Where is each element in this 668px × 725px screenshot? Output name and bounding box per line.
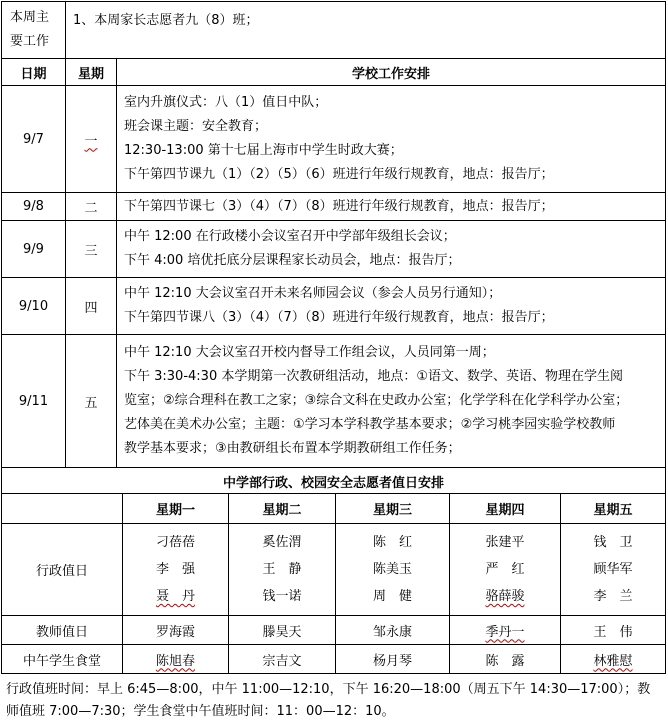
canteen-duty-name: 杨月琴 xyxy=(336,645,450,674)
canteen-duty-name: 宗吉文 xyxy=(229,645,336,674)
schedule-weekday: 三 xyxy=(66,221,117,278)
duty-title-row xyxy=(2,468,666,496)
admin-duty-label: 行政值日 xyxy=(2,524,123,616)
admin-duty-names: 陈 红 陈美玉 周 健 xyxy=(336,524,450,616)
admin-duty-names: 钱 卫 顾华军 李 兰 xyxy=(561,524,666,616)
weekly-schedule-table xyxy=(1,1,666,496)
teacher-duty-row xyxy=(2,616,666,645)
schedule-weekday: 二 xyxy=(66,193,117,221)
admin-duty-names: 刁蓓蓓 李 强 聂 丹 xyxy=(123,524,229,616)
duty-day-header: 星期三 xyxy=(336,494,450,524)
canteen-duty-label: 中午学生食堂 xyxy=(2,645,123,674)
duty-day-header: 星期四 xyxy=(450,494,561,524)
schedule-row xyxy=(2,221,666,278)
schedule-weekday: 五 xyxy=(66,335,117,468)
weekly-focus-label: 本周主 要工作 xyxy=(2,2,66,59)
admin-duty-row xyxy=(2,524,666,616)
schedule-weekday: 四 xyxy=(66,278,117,335)
schedule-date: 9/10 xyxy=(2,278,66,335)
schedule-arrangement: 室内升旗仪式：八（1）值日中队； 班会课主题：安全教育； 12:30-13:00 第十七届上海市中学生时政大赛； 下午第四节课九（1）（2）（5）（6）班进行年级行规教育，地点：报告厅； xyxy=(117,86,666,193)
duty-time-note: 行政值班时间：早上 6:45—8:00，中午 11:00—12:10，下午 16:20—18:00（周五下午 14:30—17:00）；教 师值班 7:00—7:30；学生食堂中午值班时间：11：00—12：10。 xyxy=(6,682,651,719)
schedule-arrangement: 中午 12:00 在行政楼小会议室召开中学部年级组长会议； 下午 4:00 培优托底分层课程家长动员会，地点：报告厅； xyxy=(117,221,666,278)
duty-title: 中学部行政、校园安全志愿者值日安排 xyxy=(2,468,666,496)
header-arrangement: 学校工作安排 xyxy=(117,59,666,86)
header-date: 日期 xyxy=(2,59,66,86)
teacher-duty-name: 邹永康 xyxy=(336,616,450,645)
schedule-row xyxy=(2,335,666,468)
canteen-duty-name: 陈旭春 xyxy=(123,645,229,674)
teacher-duty-label: 教师值日 xyxy=(2,616,123,645)
schedule-arrangement: 下午第四节课七（3）（4）（7）（8）班进行年级行规教育，地点：报告厅； xyxy=(117,193,666,221)
schedule-date: 9/7 xyxy=(2,86,66,193)
duty-header-blank xyxy=(2,494,123,524)
duty-day-header: 星期二 xyxy=(229,494,336,524)
admin-duty-names: 奚佐渭 王 静 钱一诺 xyxy=(229,524,336,616)
teacher-duty-name: 王 伟 xyxy=(561,616,666,645)
canteen-duty-row xyxy=(2,645,666,674)
duty-day-header: 星期一 xyxy=(123,494,229,524)
schedule-arrangement: 中午 12:10 大会议室召开未来名师园会议（参会人员另行通知）； 下午第四节课八（3）（4）（7）（8）班进行年级行规教育，地点：报告厅； xyxy=(117,278,666,335)
canteen-duty-name: 林雅慰 xyxy=(561,645,666,674)
schedule-date: 9/9 xyxy=(2,221,66,278)
teacher-duty-name: 滕昊天 xyxy=(229,616,336,645)
schedule-weekday: 一 xyxy=(66,86,117,193)
admin-duty-names: 张建平 严 红 骆薛骏 xyxy=(450,524,561,616)
teacher-duty-name: 季丹一 xyxy=(450,616,561,645)
schedule-date: 9/11 xyxy=(2,335,66,468)
schedule-arrangement: 中午 12:10 大会议室召开校内督导工作组会议，人员同第一周； 下午 3:30-4:30 本学期第一次教研组活动，地点：①语文、数学、英语、物理在学生阅 览室；②综合理科在教工之家；③综合文科在史政办公室；化学学科在化学科学办公室； 艺体美在美术办公室；主题：①学习本学科教学基本要求；②学习桃李园实验学校教师 教学基本要求；③由教研组长布置本学期教研组工作任务； xyxy=(117,335,666,468)
canteen-duty-name: 陈 露 xyxy=(450,645,561,674)
duty-header-row xyxy=(2,494,666,524)
schedule-row xyxy=(2,193,666,221)
duty-day-header: 星期五 xyxy=(561,494,666,524)
teacher-duty-name: 罗海霞 xyxy=(123,616,229,645)
duty-roster-table xyxy=(1,493,666,674)
schedule-row xyxy=(2,86,666,193)
schedule-row xyxy=(2,278,666,335)
schedule-header-row xyxy=(2,59,666,86)
header-weekday: 星期 xyxy=(66,59,117,86)
schedule-date: 9/8 xyxy=(2,193,66,221)
weekly-focus-row xyxy=(2,2,666,59)
weekly-focus-content: 1、本周家长志愿者九（8）班； xyxy=(66,2,666,59)
